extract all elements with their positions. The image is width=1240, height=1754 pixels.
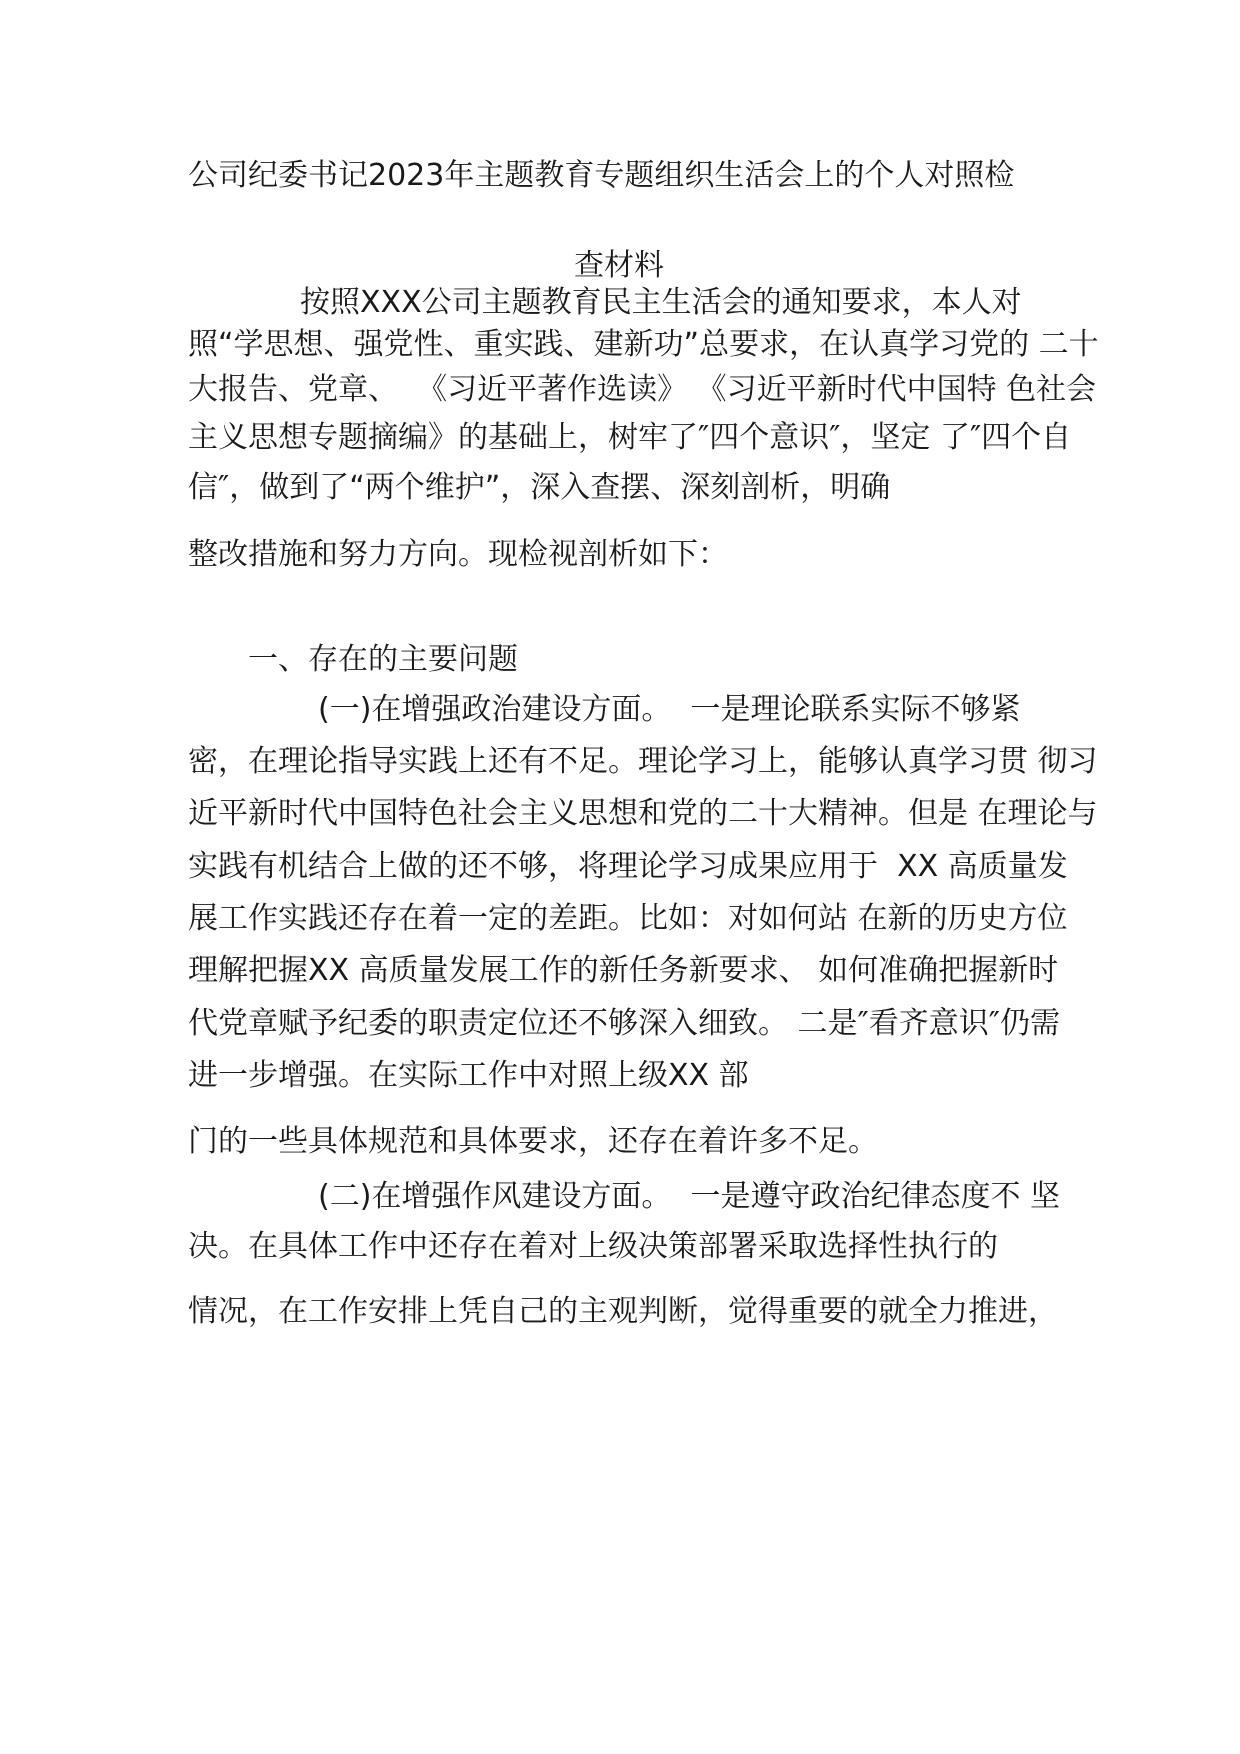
section2-line-3: 情况，在工作安排上凭自己的主观判断，觉得重要的就全力推进， [188,1294,1058,1329]
section1-line-6: 理解把握XX 高质量发展工作的新任务新要求、 如何准确把握新时 [188,953,1059,988]
section1-line-2: 密，在理论指导实践上还有不足。理论学习上，能够认真学习贯 彻习 [188,744,1098,779]
section1-line-7: 代党章赋予纪委的职责定位还不够深入细致。 二是″看齐意识″仍需 [188,1006,1060,1041]
section1-line-3: 近平新时代中国特色社会主义思想和党的二十大精神。但是 在理论与 [188,796,1098,831]
section2-line-2: 决。在具体工作中还存在着对上级决策部署采取选择性执行的 [188,1229,998,1264]
intro-line-4: 主义思想专题摘编》的基础上，树牢了″四个意识″，坚定 了″四个自 [188,420,1072,455]
section1-line-9: 门的一些具体规范和具体要求，还存在着许多不足。 [188,1124,878,1159]
document-title-line-1: 公司纪委书记2023年主题教育专题组织生活会上的个人对照检 [188,158,1015,193]
section1-line-8: 进一步增强。在实际工作中对照上级XX 部 [188,1058,749,1093]
intro-line-1: 按照XXX公司主题教育民主生活会的通知要求，本人对 [300,285,1022,320]
document-title-line-2: 查材料 [574,248,664,283]
intro-line-3: 大报告、党章、 《习近平著作选读》 《习近平新时代中国特 色社会 [188,372,1097,407]
section1-line-5: 展工作实践还存在着一定的差距。比如：对如何站 在新的历史方位 [188,901,1068,936]
section2-line-1: (二)在增强作风建设方面。 一是遵守政治纪律态度不 坚 [318,1179,1061,1214]
section1-line-4: 实践有机结合上做的还不够，将理论学习成果应用于 XX 高质量发 [188,849,1068,884]
intro-line-6: 整改措施和努力方向。现检视剖析如下： [188,537,728,572]
section1-line-1: (一)在增强政治建设方面。 一是理论联系实际不够紧 [318,692,1021,727]
intro-line-5: 信″，做到了“两个维护”，深入查摆、深刻剖析，明确 [188,470,891,505]
section-heading-1: 一、存在的主要问题 [248,642,518,677]
intro-line-2: 照“学思想、强党性、重实践、建新功”总要求，在认真学习党的 二十 [188,327,1099,362]
